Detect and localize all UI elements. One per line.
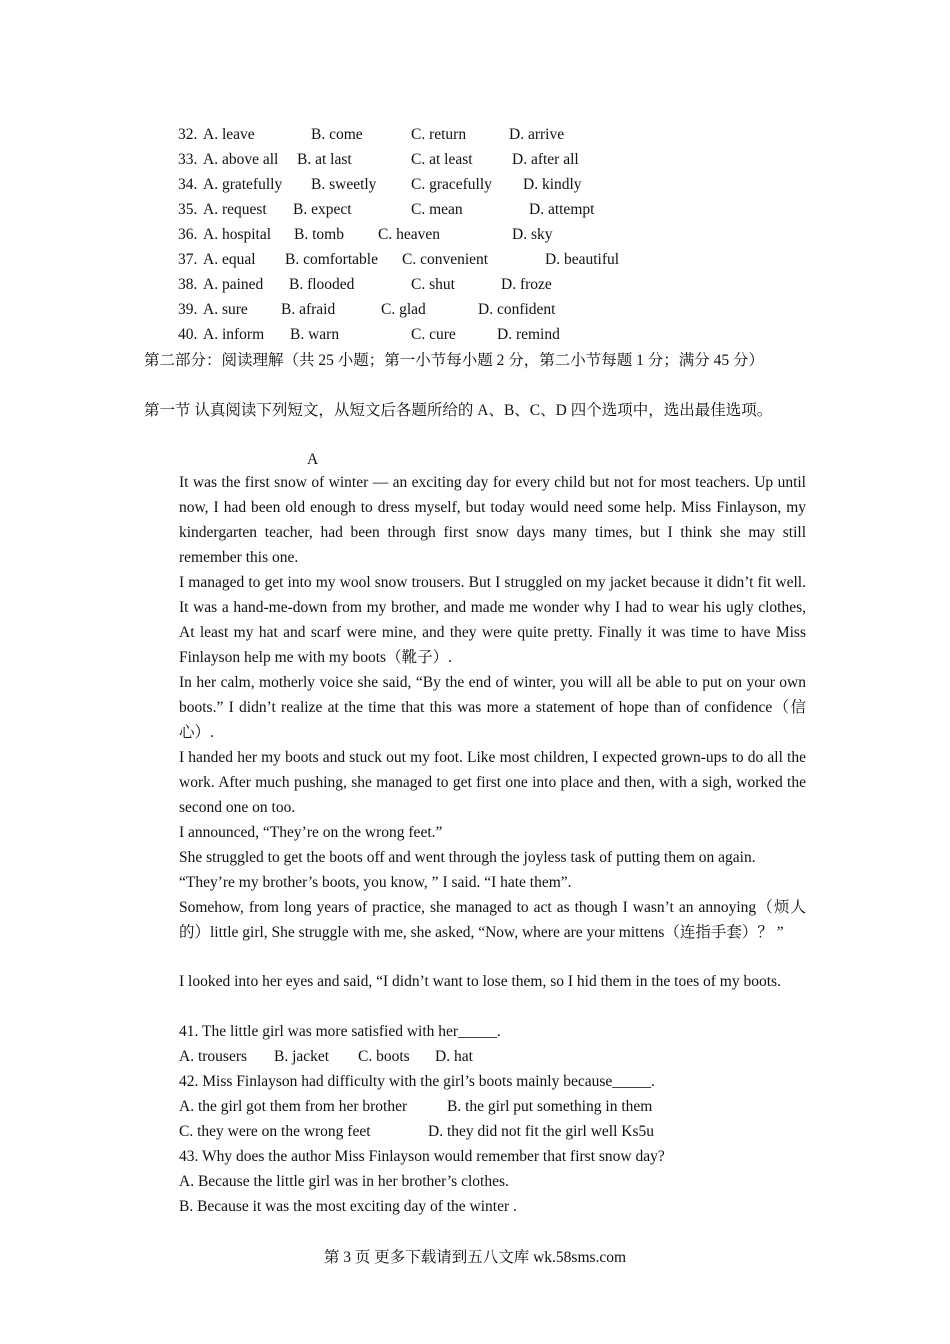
paragraph-text: I managed to get into my wool snow trousers. But I struggled on my jacket because it didn’t fit well. It was a hand-me-down from my brother, and made me wonder why I had to wear his ugly clothes, At least my hat and scarf were mine, and they were quite pretty. Finally it was time to have Miss Finlayson help me with my boots（靴子）. — [179, 574, 806, 666]
passage-title: A — [307, 451, 319, 468]
option-a: A. request — [203, 201, 267, 218]
option-d: D. kindly — [523, 176, 582, 193]
option-d: D. they did not fit the girl well Ks5u — [428, 1123, 655, 1140]
option-b: B. warn — [290, 326, 340, 343]
option-a: A. hospital — [203, 226, 272, 243]
paragraph-text: In her calm, motherly voice she said, “By the end of winter, you will all be able to put on your own boots.” I didn’t realize at the time that this was more a statement of hope than of confidence（信心）. — [179, 674, 806, 741]
question-number: 36. — [178, 226, 198, 243]
paragraph-2 — [144, 570, 806, 670]
option-c: C. heaven — [378, 226, 440, 243]
option-d: D. after all — [512, 151, 579, 168]
option-b: B. the girl put something in them — [447, 1098, 653, 1115]
option-a: A. the girl got them from her brother — [179, 1098, 408, 1115]
option-a: A. sure — [203, 301, 248, 318]
paragraph-text: I handed her my boots and stuck out my foot. Like most children, I expected grown-ups to do all the work. After much pushing, she managed to get first one into place and then, with a sigh, worked the second one on too. — [179, 749, 806, 816]
paragraph-7: “They’re my brother’s boots, you know, ” I said. “I hate them”. — [179, 874, 572, 891]
option-c: C. mean — [411, 201, 463, 218]
option-c: C. boots — [358, 1048, 410, 1065]
option-b: B. afraid — [281, 301, 336, 318]
question-number: 38. — [178, 276, 198, 293]
question-43-option-a: A. Because the little girl was in her brother’s clothes. — [179, 1173, 509, 1190]
section-one-heading: 第一节 认真阅读下列短文，从短文后各题所给的 A、B、C、D 四个选项中，选出最佳选项。 — [144, 402, 773, 419]
paragraph-4 — [144, 745, 806, 820]
paragraph-8 — [144, 895, 806, 945]
option-c: C. shut — [411, 276, 455, 293]
option-b: B. jacket — [274, 1048, 330, 1065]
question-number: 39. — [178, 301, 198, 318]
option-b: B. expect — [293, 201, 352, 218]
option-b: B. tomb — [294, 226, 344, 243]
option-d: D. attempt — [529, 201, 595, 218]
question-number: 34. — [178, 176, 198, 193]
option-a: A. equal — [203, 251, 256, 268]
option-d: D. confident — [478, 301, 556, 318]
option-b: B. flooded — [289, 276, 355, 293]
option-c: C. glad — [381, 301, 426, 318]
option-c: C. at least — [411, 151, 473, 168]
option-b: B. sweetly — [311, 176, 377, 193]
option-c: C. gracefully — [411, 176, 492, 193]
question-41: 41. The little girl was more satisfied with her_____. — [179, 1023, 501, 1040]
option-d: D. hat — [435, 1048, 473, 1065]
question-number: 40. — [178, 326, 198, 343]
paragraph-text: Somehow, from long years of practice, she managed to act as though I wasn’t an annoying（烦人的）little girl, She struggle with me, she asked, “Now, where are your mittens（连指手套）？ ” — [179, 899, 806, 941]
option-c: C. cure — [411, 326, 456, 343]
paragraph-3 — [144, 670, 806, 745]
option-d: D. remind — [497, 326, 560, 343]
option-c: C. return — [411, 126, 467, 143]
option-d: D. beautiful — [545, 251, 620, 268]
paragraph-5: I announced, “They’re on the wrong feet.” — [179, 824, 443, 841]
option-b: B. come — [311, 126, 363, 143]
question-number: 32. — [178, 126, 198, 143]
question-43: 43. Why does the author Miss Finlayson would remember that first snow day? — [179, 1148, 665, 1165]
option-c: C. convenient — [402, 251, 489, 268]
option-a: A. leave — [203, 126, 255, 143]
question-number: 35. — [178, 201, 198, 218]
page-footer: 第 3 页 更多下载请到五八文库 wk.58sms.com — [323, 1249, 627, 1266]
option-a: A. pained — [203, 276, 264, 293]
option-a: A. gratefully — [203, 176, 283, 193]
paragraph-text: I looked into her eyes and said, “I didn’t want to lose them, so I hid them in the toes of my boots. — [179, 973, 781, 990]
question-42: 42. Miss Finlayson had difficulty with the girl’s boots mainly because_____. — [179, 1073, 655, 1090]
option-c: C. they were on the wrong feet — [179, 1123, 371, 1140]
option-a: A. inform — [203, 326, 265, 343]
paragraph-1 — [144, 470, 806, 570]
option-b: B. at last — [297, 151, 352, 168]
part-two-heading: 第二部分：阅读理解（共 25 小题；第一小节每小题 2 分，第二小节每题 1 分；满分 45 分） — [144, 352, 765, 369]
paragraph-9 — [144, 969, 806, 994]
question-number: 33. — [178, 151, 198, 168]
option-a: A. trousers — [179, 1048, 248, 1065]
option-d: D. froze — [501, 276, 552, 293]
paragraph-text: It was the first snow of winter — an exciting day for every child but not for most teachers. Up until now, I had been old enough to dress myself, but today would need some help. Miss Finlayson, my kindergarten teacher, had been through first snow days many times, but I think she may still remember this one. — [179, 474, 806, 566]
paragraph-6: She struggled to get the boots off and went through the joyless task of putting them on again. — [179, 849, 756, 866]
question-number: 37. — [178, 251, 198, 268]
option-b: B. comfortable — [285, 251, 378, 268]
option-d: D. arrive — [509, 126, 565, 143]
question-43-option-b: B. Because it was the most exciting day of the winter . — [179, 1198, 517, 1215]
option-d: D. sky — [512, 226, 553, 243]
option-a: A. above all — [203, 151, 279, 168]
